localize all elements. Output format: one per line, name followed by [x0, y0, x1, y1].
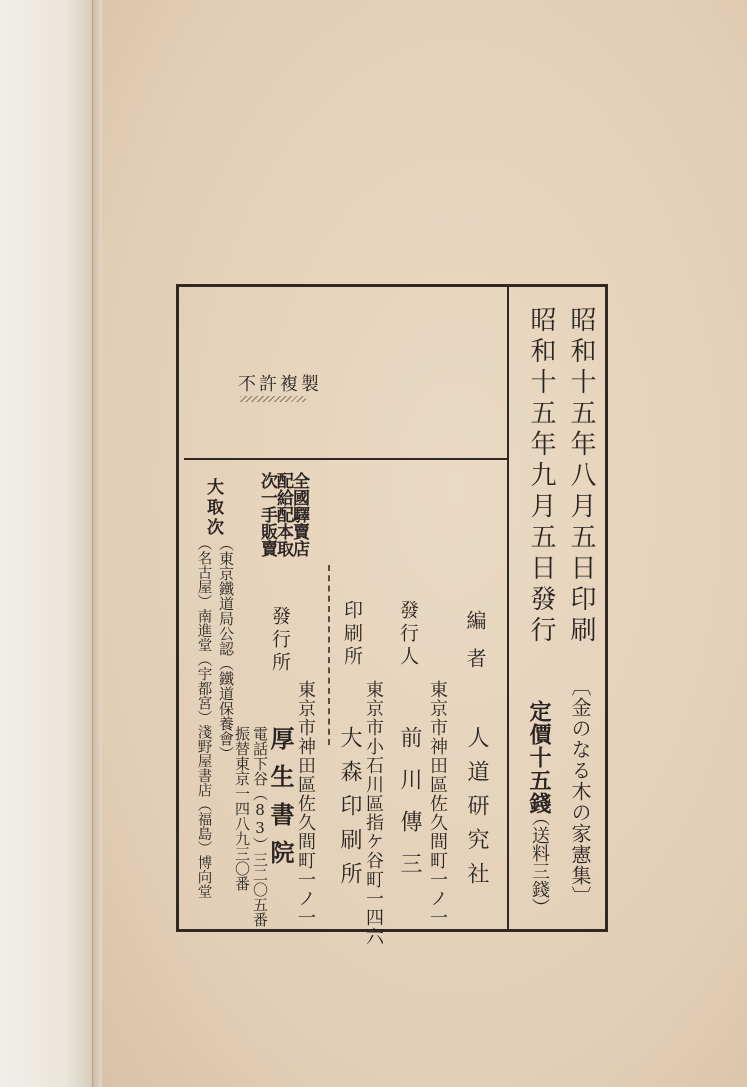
publisher-phone: 電話下谷（83）三二〇五番: [251, 726, 269, 927]
no-copy-notice: 不許複製: [238, 374, 322, 395]
printer-address: 東京市小石川區指ケ谷町一四六: [363, 680, 384, 946]
publisher-transfer: 振替東京一四八九三〇番: [233, 726, 251, 891]
publisher-name: 厚生書院: [266, 726, 295, 878]
book-binding-edge: [0, 0, 93, 1087]
frame-horizontal-divider: [184, 458, 507, 460]
distribution-line-1: 全國驛賣店: [289, 472, 309, 557]
no-copy-underline: [240, 396, 306, 402]
main-distributor-line-1: （東京鐵道局公認（鐵道保養會）: [217, 536, 235, 761]
publisher-label: 發行所: [269, 606, 291, 675]
publisher-person-label: 發行人: [397, 600, 419, 669]
dashed-separator: [328, 565, 330, 745]
series-title: 〔金のなる木の家憲集〕: [568, 676, 592, 907]
editor-label: 編者: [463, 610, 487, 686]
distribution-line-3: 次一手販賣: [257, 472, 277, 557]
issue-date: 昭和十五年九月五日發行: [526, 306, 556, 647]
distribution-line-2: 配給配本取: [273, 472, 293, 557]
frame-vertical-divider: [507, 286, 509, 930]
main-distributor-label: 大取次: [203, 478, 223, 538]
editor-name: 人道研究社: [464, 726, 489, 896]
price: 定價十五錢: [526, 700, 552, 815]
printer-label: 印刷所: [341, 600, 363, 669]
print-date: 昭和十五年八月五日印刷: [566, 306, 596, 647]
main-distributor-line-2: （名古屋）南進堂（宇都宮）淺野屋書店（福島）博向堂: [195, 536, 212, 899]
postage: （送料三錢）: [529, 808, 550, 916]
publisher-address: 東京市神田區佐久間町一ノ一: [295, 680, 316, 927]
printer-name: 大森印刷所: [337, 726, 362, 896]
spine-shadow: [92, 0, 102, 1087]
editor-address: 東京市神田區佐久間町一ノ一: [427, 680, 448, 927]
publisher-person-name: 前川傳三: [397, 726, 422, 894]
